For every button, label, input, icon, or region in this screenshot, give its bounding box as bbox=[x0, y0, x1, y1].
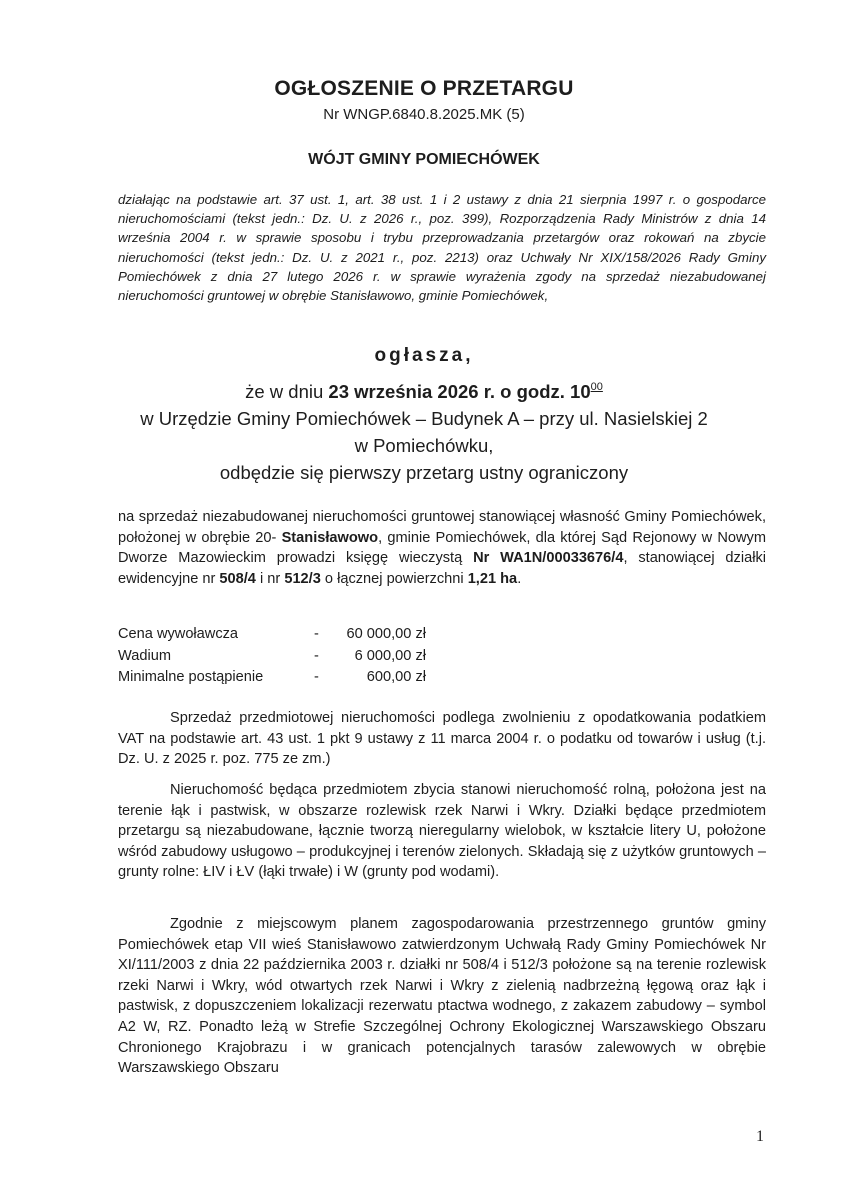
tender-place-line: w Urzędzie Gminy Pomiechówek – Budynek A – przy ul. Nasielskiej 2 bbox=[140, 408, 708, 429]
intro-text-3: , stanowiącej działki ewidencyjne nr bbox=[118, 550, 766, 587]
plot-number-2: 512/3 bbox=[284, 570, 321, 587]
tender-date: 23 września 2026 r. o godz. 10 bbox=[328, 381, 591, 402]
price-label: Wadium bbox=[118, 647, 171, 664]
announcement-verb: ogłasza, bbox=[374, 345, 474, 366]
price-amount: 60 000,00 zł bbox=[346, 626, 426, 642]
tender-date-line bbox=[0, 381, 848, 403]
tender-time-minutes: 00 bbox=[590, 381, 603, 393]
price-amount: 6 000,00 zł bbox=[354, 647, 426, 664]
legal-basis-paragraph: działając na podstawie art. 37 ust. 1, art. 38 ust. 1 i 2 ustawy z dnia 21 sierpnia 1997 r. o gospodarce nieruchomościami (tekst jedn.: Dz. U. z 2026 r., poz. 399), Rozporządzenia Rady Ministrów z dnia 14 września 2004 r. w sprawie sposobu i trybu przeprowadzania przetargów oraz rokowań na zbycie nieruchomości (tekst jedn.: Dz. U. z 2021 r., poz. 2213) oraz Uchwały Nr XIX/158/2026 Rady Gminy Pomiechówek z dnia 27 lutego 2026 r. w sprawie wyrażenia zgody na sprzedaż niezabudowanej nieruchomości gruntowej w obrębie Stanisławowo, gminie Pomiechówek, bbox=[118, 192, 766, 304]
intro-text-6: . bbox=[517, 570, 522, 587]
land-register-number: Nr WA1N/00033676/4 bbox=[473, 550, 624, 567]
property-description-paragraph bbox=[118, 507, 766, 589]
zoning-plan-paragraph: Zgodnie z miejscowym planem zagospodarowania przestrzennego gruntów gminy Pomiechówek etap VII wieś Stanisławowo zatwierdzonym Uchwałą Rady Gminy Pomiechówek Nr XI/111/2003 z dnia 22 października 2003 r. działki nr 508/4 i 512/3 położone są na terenie rozlewisk rzeki Narwi i Wkry, wód otwartych rzek Narwi i Wkry z zielenią nadbrzeżną łęgową oraz łąk i pastwisk, z dopuszczeniem lokalizacji rezerwatu ptactwa wodnego, z zakazem zabudowy – symbol A2 W, RZ. Ponadto leżą w Strefie Szczególnej Ochrony Ekologicznej Warszawskiego Obszaru Chronionego Krajobrazu i w granicach potencjalnych tarasów zalewowych w obrębie Warszawskiego Obszaru bbox=[118, 916, 766, 1077]
intro-text-5: o łącznej powierzchni bbox=[320, 570, 468, 587]
property-character-paragraph: Nieruchomość będąca przedmiotem zbycia stanowi nieruchomość rolną, położona jest na terenie łąk i pastwisk, w obszarze rozlewisk rzek Narwi i Wkry. Działki będące przedmiotem przetargu są niezabudowane, łącznie tworzą nieregularny wielobok, w kształcie litery U, położone wśród zabudowy usługowo – produkcyjnej i terenów zielonych. Składają się z użytków gruntowych – grunty rolne: ŁIV i ŁV (łąki trwałe) i W (grunty pod wodami). bbox=[118, 782, 766, 881]
price-table bbox=[118, 626, 426, 691]
total-area: 1,21 ha bbox=[467, 570, 518, 587]
document-title: OGŁOSZENIE O PRZETARGU bbox=[274, 77, 574, 100]
locality-name: Stanisławowo bbox=[281, 529, 379, 546]
page-number: 1 bbox=[756, 1128, 764, 1145]
intro-text-2: , gminie Pomiechówek, dla której Sąd Rejonowy w Nowym Dworze Mazowieckim prowadzi księgę wieczystą bbox=[118, 529, 766, 567]
price-row bbox=[118, 648, 426, 670]
price-row bbox=[118, 669, 426, 691]
tender-type: odbędzie się pierwszy przetarg ustny ograniczony bbox=[219, 462, 629, 483]
price-label: Minimalne postąpienie bbox=[118, 669, 264, 685]
date-prefix: że w dniu bbox=[245, 381, 329, 402]
intro-text-4: i nr bbox=[255, 570, 285, 587]
price-dash: - bbox=[314, 626, 319, 642]
issuing-authority: WÓJT GMINY POMIECHÓWEK bbox=[308, 151, 540, 168]
price-dash: - bbox=[314, 669, 319, 685]
document-number: Nr WNGP.6840.8.2025.MK (5) bbox=[323, 106, 525, 123]
intro-text-1: na sprzedaż niezabudowanej nieruchomości gruntowej stanowiącej własność Gminy Pomiechówek, położonej w obrębie 20- bbox=[118, 509, 766, 546]
plot-number-1: 508/4 bbox=[219, 570, 256, 587]
vat-paragraph: Sprzedaż przedmiotowej nieruchomości podlega zwolnieniu z opodatkowania podatkiem VAT na podstawie art. 43 ust. 1 pkt 9 ustawy z 11 marca 2004 r. o podatku od towarów i usług (t.j. Dz. U. z 2025 r. poz. 775 ze zm.) bbox=[118, 710, 766, 768]
price-row bbox=[118, 626, 426, 648]
price-amount: 600,00 zł bbox=[366, 669, 426, 685]
tender-place-town: w Pomiechówku, bbox=[354, 435, 494, 456]
price-dash: - bbox=[314, 647, 319, 664]
price-label: Cena wywoławcza bbox=[118, 626, 239, 642]
